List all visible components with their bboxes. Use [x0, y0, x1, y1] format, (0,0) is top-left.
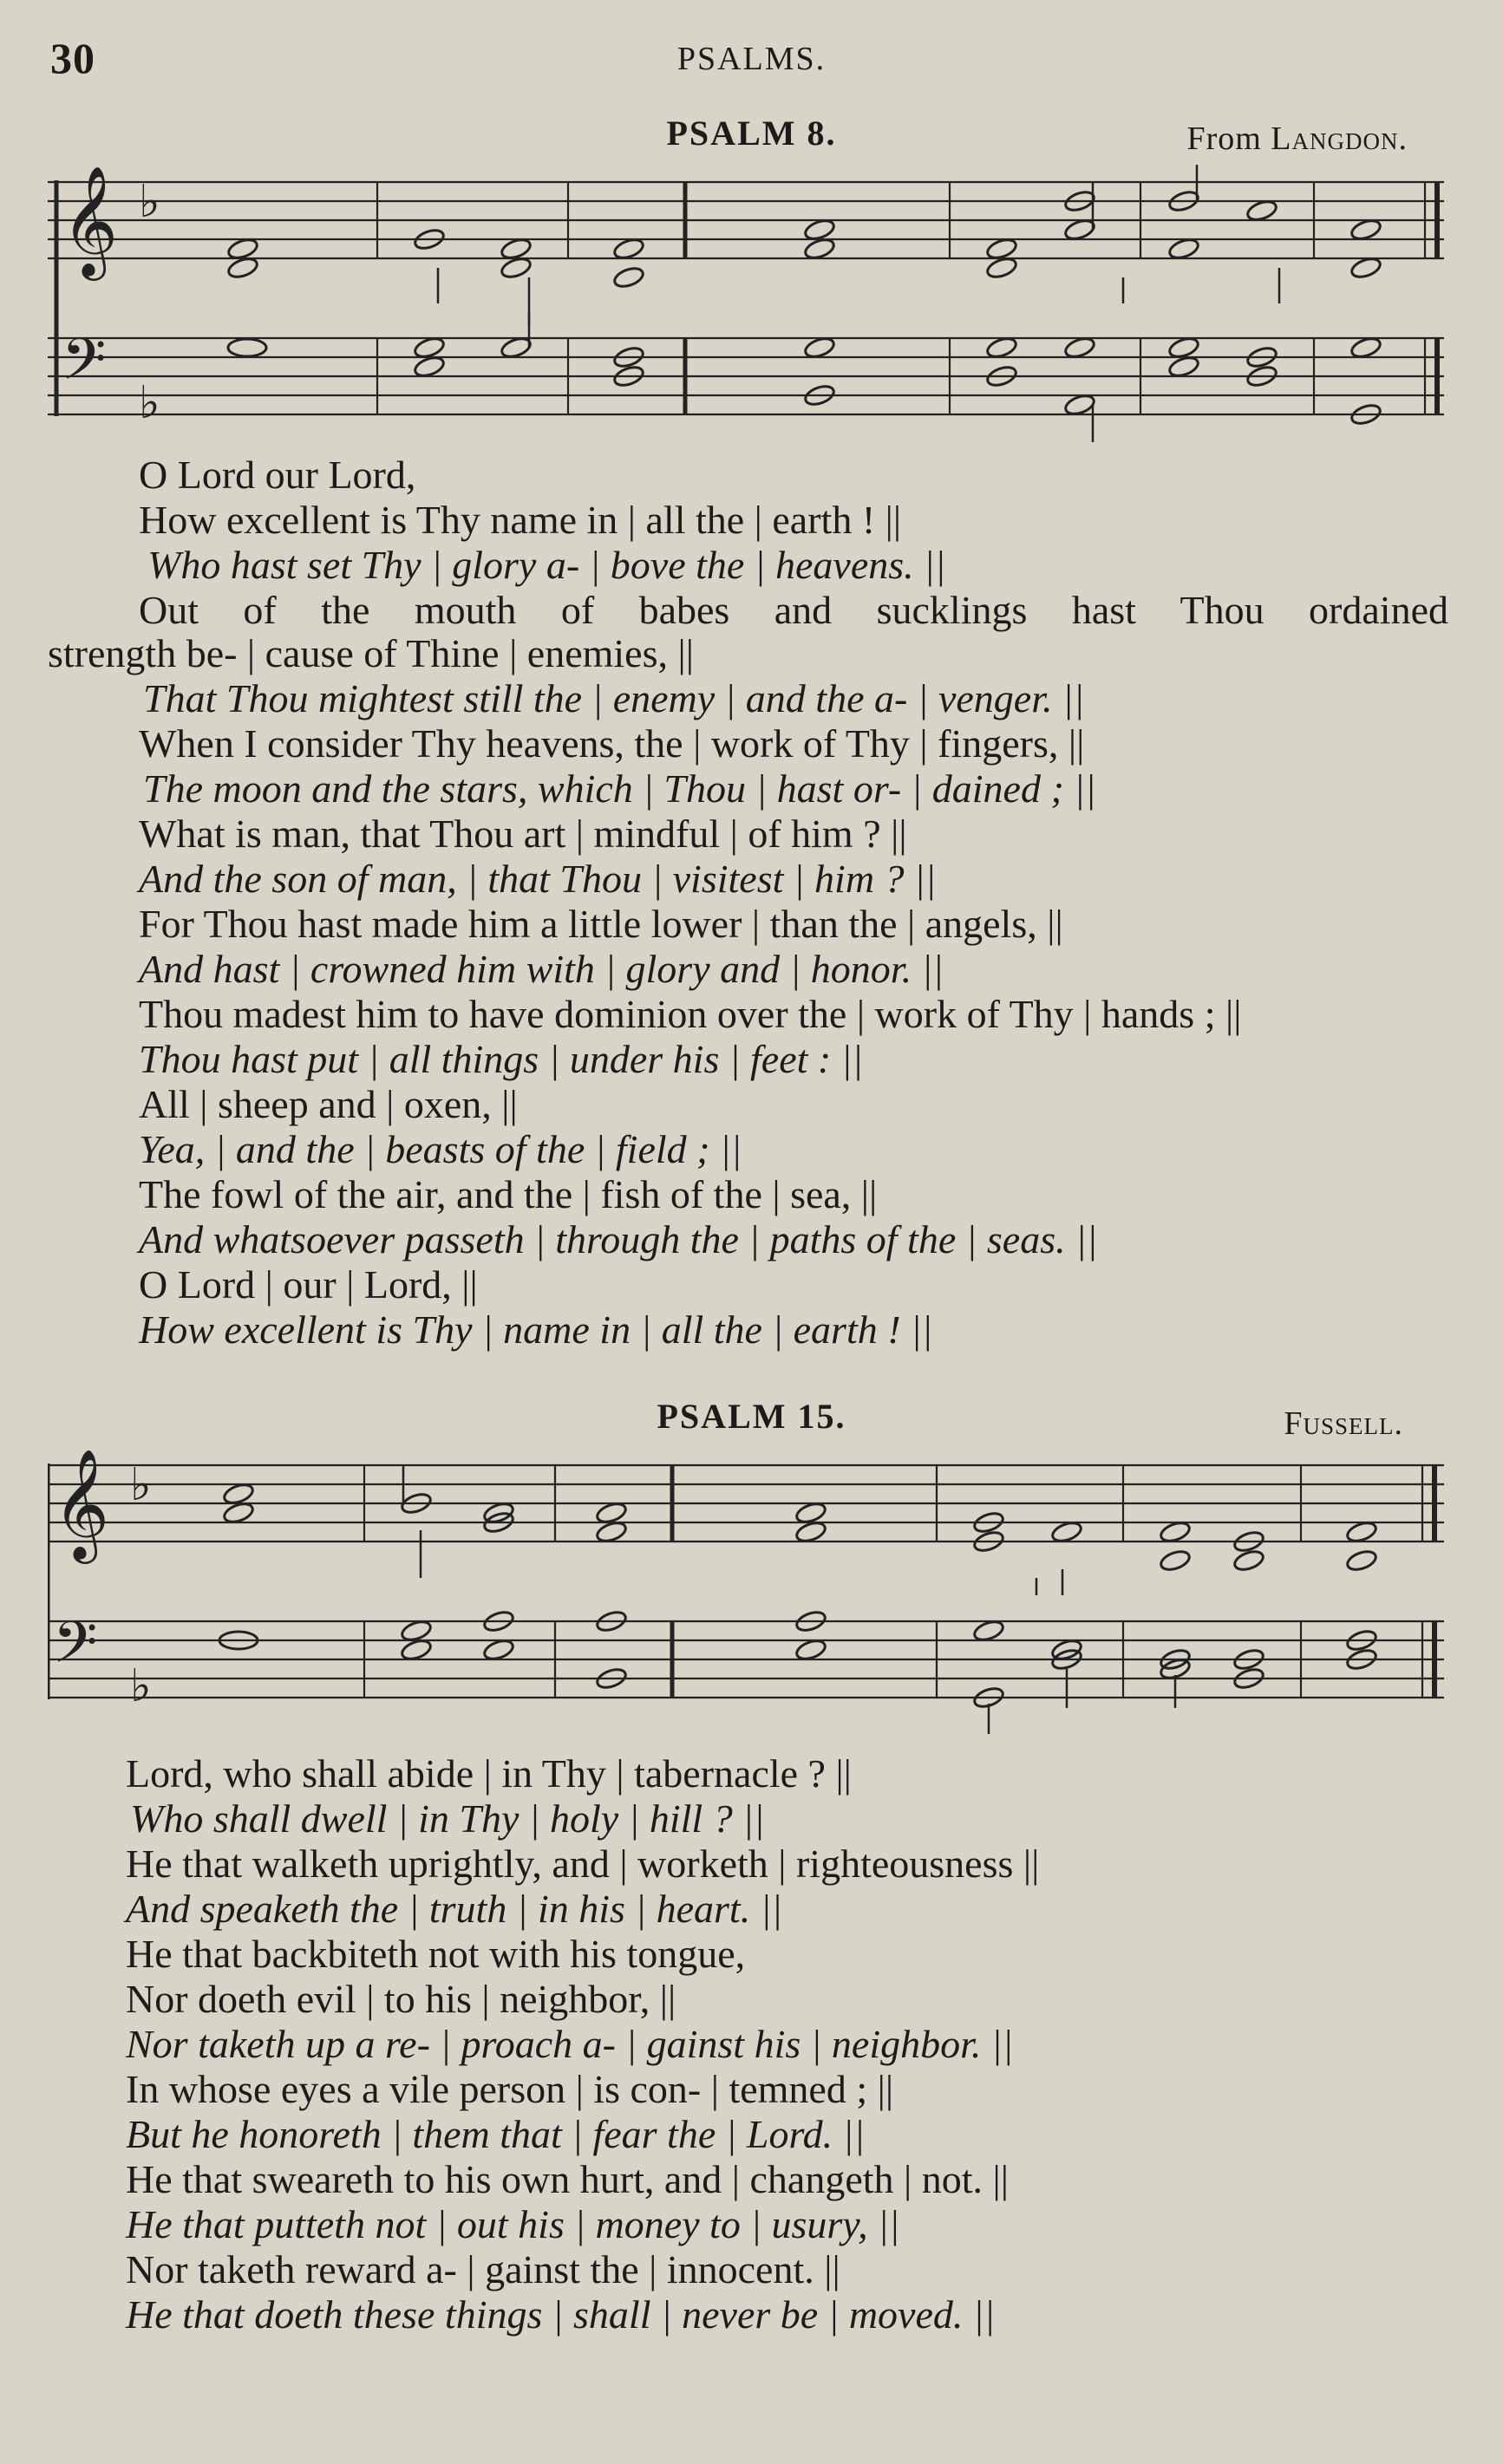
psalm-8-line-5: strength be- | cause of Thine | enemies, ||	[48, 631, 694, 675]
svg-text:𝄢: 𝄢	[62, 326, 107, 407]
psalm-8-line-9: What is man, that Thou art | mindful | of him ? ||	[139, 812, 907, 856]
psalm-15-line-4: And speaketh the | truth | in his | heart. ||	[126, 1887, 782, 1931]
psalm-8-tune-prefix: From	[1186, 121, 1271, 157]
psalm-8-line-12: And hast | crowned him with | glory and | honor. ||	[139, 947, 944, 991]
psalm-8-line-18: And whatsoever passeth | through the | paths of the | seas. ||	[139, 1217, 1098, 1261]
psalm-15-line-7: Nor taketh up a re- | proach a- | gainst his | neighbor. ||	[126, 2022, 1014, 2066]
page-header	[0, 33, 1503, 85]
psalm-8-line-19: O Lord | our | Lord, ||	[139, 1262, 478, 1307]
psalm-15-line-3: He that walketh uprightly, and | worketh | righteousness ||	[126, 1841, 1040, 1886]
running-head: PSALMS.	[676, 41, 827, 77]
psalm-8-chant-score	[48, 165, 1457, 442]
svg-text:𝄢: 𝄢	[53, 1609, 98, 1690]
psalm-8-tune-name: Langdon.	[1271, 121, 1408, 157]
svg-text:𝄞: 𝄞	[53, 1448, 110, 1559]
psalm-15-line-2: Who shall dwell | in Thy | holy | hill ? ||	[130, 1796, 765, 1841]
psalm-15-tune-name: Fussell.	[1284, 1405, 1403, 1442]
psalm-8-line-16: Yea, | and the | beasts of the | field ; ||	[139, 1127, 742, 1171]
psalm-8-line-4: Out of the mouth of babes and sucklings hast Thou ordained	[139, 588, 1448, 632]
psalm-15-line-10: He that sweareth to his own hurt, and | changeth | not. ||	[126, 2157, 1009, 2201]
svg-text:♭: ♭	[130, 1459, 152, 1511]
psalm-15-title: PSALM 15.	[657, 1397, 846, 1436]
psalm-15-line-13: He that doeth these things | shall | never be | moved. ||	[126, 2292, 996, 2337]
svg-text:♭: ♭	[139, 176, 160, 228]
psalm-8-line-17: The fowl of the air, and the | fish of the | sea, ||	[139, 1172, 878, 1216]
psalm-8-line-2: How excellent is Thy name in | all the | earth ! ||	[139, 498, 902, 542]
psalm-8-line-1: O Lord our Lord,	[139, 453, 416, 497]
page-number: 30	[50, 34, 95, 82]
psalm-8-line-20: How excellent is Thy | name in | all the | earth ! ||	[139, 1307, 933, 1352]
psalm-8-line-7: When I consider Thy heavens, the | work of Thy | fingers, ||	[139, 721, 1085, 766]
psalm-15-line-11: He that putteth not | out his | money to | usury, ||	[126, 2202, 900, 2246]
svg-text:𝄞: 𝄞	[62, 165, 119, 276]
psalm-8-line-15: All | sheep and | oxen, ||	[139, 1082, 518, 1126]
psalm-8-line-13: Thou madest him to have dominion over the | work of Thy | hands ; ||	[139, 992, 1242, 1036]
psalm-8-line-10: And the son of man, | that Thou | visitest | him ? ||	[139, 857, 937, 901]
psalm-15-line-1: Lord, who shall abide | in Thy | tabernacle ? ||	[126, 1751, 852, 1796]
psalm-8-title: PSALM 8.	[666, 114, 837, 153]
psalm-15-line-9: But he honoreth | them that | fear the | Lord. ||	[126, 2112, 865, 2156]
psalm-8-line-3: Who hast set Thy | glory a- | bove the | heavens. ||	[147, 543, 946, 587]
psalm-15-line-8: In whose eyes a vile person | is con- | temned ; ||	[126, 2067, 894, 2111]
psalm-8-line-8: The moon and the stars, which | Thou | hast or- | dained ; ||	[143, 766, 1096, 811]
psalm-8-tune-source	[1186, 120, 1408, 158]
psalm-8-line-14: Thou hast put | all things | under his | feet : ||	[139, 1037, 864, 1081]
svg-text:♭: ♭	[139, 377, 160, 429]
psalm-15-line-6: Nor doeth evil | to his | neighbor, ||	[126, 1977, 676, 2021]
psalm-8-line-6: That Thou mightest still the | enemy | and the a- | venger. ||	[143, 676, 1085, 720]
psalm-15-line-5: He that backbiteth not with his tongue,	[126, 1932, 746, 1976]
psalm-8-line-11: For Thou hast made him a little lower | than the | angels, ||	[139, 902, 1063, 946]
psalm-15-line-12: Nor taketh reward a- | gainst the | innocent. ||	[126, 2247, 840, 2291]
svg-text:♭: ♭	[130, 1660, 152, 1712]
psalm-15-chant-score	[48, 1448, 1457, 1734]
